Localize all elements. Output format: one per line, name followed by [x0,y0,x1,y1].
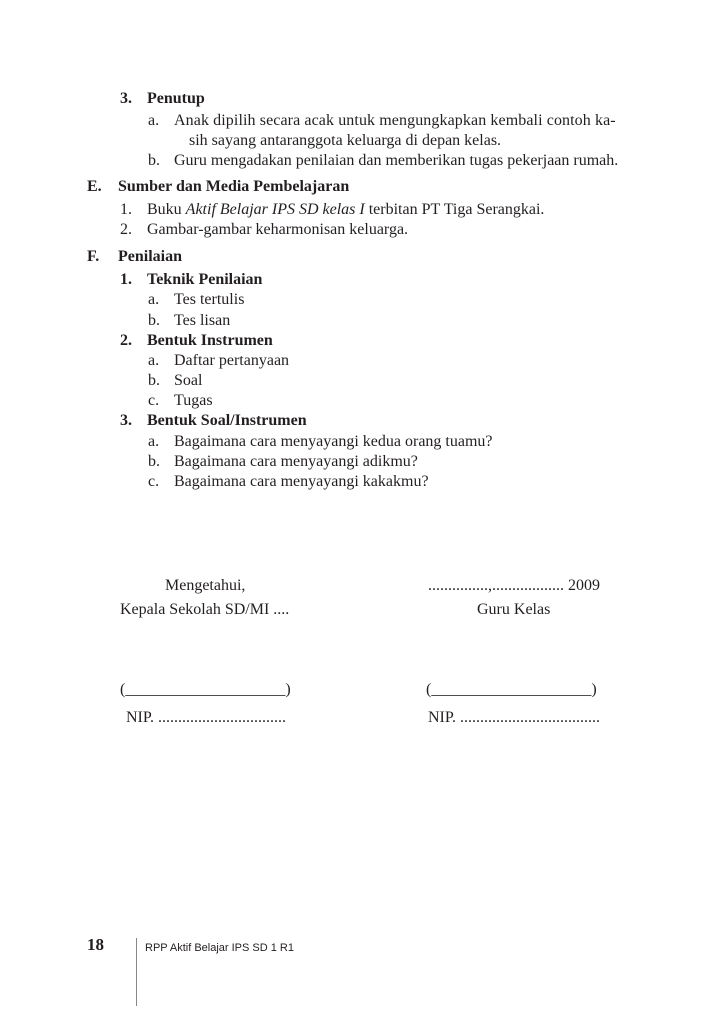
penutup-item-b-letter: b. [148,152,160,169]
section-f-letter: F. [87,248,100,265]
signature-left-nip: NIP. ................................ [126,709,287,726]
instrumen-item-b-letter: b. [148,372,160,389]
teknik-item-b-letter: b. [148,312,160,329]
signature-left-role: Kepala Sekolah SD/MI .... [120,601,290,618]
teknik-item-a-text: Tes tertulis [174,291,245,308]
sumber-item-2-text: Gambar-gambar keharmonisan keluarga. [147,221,409,238]
sumber-item-1-text [147,200,544,220]
signature-left-name-line: (____________________) [120,681,291,698]
penutup-item-a-line2: sih sayang antaranggota keluarga di depan kelas. [189,132,502,149]
soal-item-c-text: Bagaimana cara menyayangi kakakmu? [174,473,429,490]
penutup-item-b-text: Guru mengadakan penilaian dan memberikan tugas pekerjaan rumah. [174,152,619,169]
sumber-item-1-post: terbitan PT Tiga Serangkai. [364,201,545,218]
instrumen-number: 2. [120,332,132,349]
soal-number: 3. [120,412,132,429]
penutup-item-a-line1: Anak dipilih secara acak untuk mengungkapkan kembali contoh ka- [174,112,616,129]
soal-heading: Bentuk Soal/Instrumen [147,412,307,429]
instrumen-item-a-text: Daftar pertanyaan [174,352,290,369]
signature-left-caption: Mengetahui, [165,577,246,594]
teknik-heading: Teknik Penilaian [147,271,263,288]
signature-date: ...............,.................. 2009 [428,577,600,594]
sumber-item-1-pre: Buku [147,201,186,218]
teknik-item-b-text: Tes lisan [174,312,231,329]
sumber-item-2-number: 2. [120,221,132,238]
instrumen-heading: Bentuk Instrumen [147,332,273,349]
instrumen-item-c-text: Tugas [174,392,213,409]
page-number: 18 [87,935,104,954]
teknik-item-a-letter: a. [148,291,160,308]
instrumen-item-b-text: Soal [174,372,203,389]
soal-item-b-letter: b. [148,453,160,470]
running-title: RPP Aktif Belajar IPS SD 1 R1 [145,942,294,954]
sumber-item-1-number: 1. [120,201,132,218]
soal-item-b-text: Bagaimana cara menyayangi adikmu? [174,453,418,470]
footer-divider [136,938,137,1006]
section-f-heading: Penilaian [118,248,183,265]
penutup-item-a-letter: a. [148,112,160,129]
signature-right-name-line: (____________________) [426,681,597,698]
penutup-heading: Penutup [147,90,205,107]
book-title: Aktif Belajar IPS SD kelas I [185,201,365,218]
instrumen-item-c-letter: c. [148,392,160,409]
instrumen-item-a-letter: a. [148,352,160,369]
soal-item-a-text: Bagaimana cara menyayangi kedua orang tuamu? [174,433,493,450]
soal-item-a-letter: a. [148,433,160,450]
signature-right-nip: NIP. ................................... [428,709,601,726]
soal-item-c-letter: c. [148,473,160,490]
section-e-letter: E. [87,178,102,195]
section-e-heading: Sumber dan Media Pembelajaran [118,178,350,195]
penutup-number: 3. [120,90,132,107]
teknik-number: 1. [120,271,132,288]
signature-right-role: Guru Kelas [477,601,551,618]
